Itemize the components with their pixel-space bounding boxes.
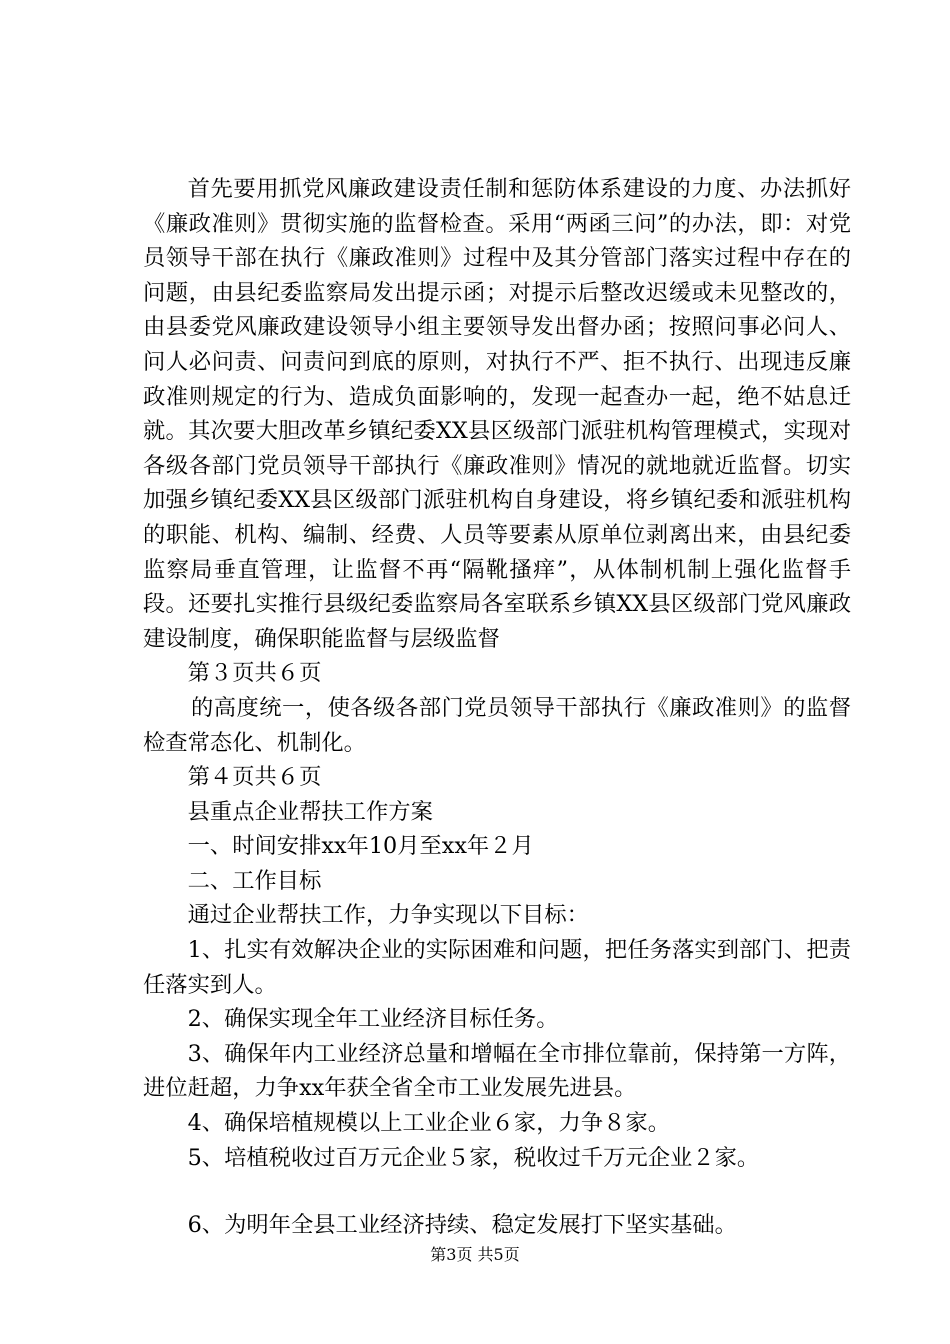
paragraph-supervision: 首先要用抓党风廉政建设责任制和惩防体系建设的力度、办法抓好《廉政准则》贯彻实施的监督检查。采用“两函三问”的办法，即：对党员领导干部在执行《廉政准则》过程中及其分管部门落实过程中存在的问题，由县纪委监察局发出提示函；对提示后整改迟缓或未见整改的，由县委党风廉政建设领导小组主要领导发出督办函；按照问事必问人、问人必问责、问责问到底的原则，对执行不严、拒不执行、出现违反廉政准则规定的行为、造成负面影响的，发现一起查办一起，绝不姑息迁就。其次要大胆改革乡镇纪委XX县区级部门派驻机构管理模式，实现对各级各部门党员领导干部执行《廉政准则》情况的就地就近监督。切实加强乡镇纪委XX县区级部门派驻机构自身建设，将乡镇纪委和派驻机构的职能、机构、编制、经费、人员等要素从原单位剥离出来，由县纪委监察局垂直管理，让监督不再“隔靴搔痒”，从体制机制上强化监督手段。还要扎实推行县级纪委监察局各室联系乡镇XX县区级部门党风廉政建设制度，确保职能监督与层级监督: [143, 176, 851, 652]
page-mark-4-of-6: 第４页共６页: [187, 764, 322, 791]
goal-item-1: 1、扎实有效解决企业的实际困难和问题，把任务落实到部门、把责任落实到人。: [143, 937, 851, 998]
goal-item-3: 3、确保年内工业经济总量和增幅在全市排位靠前，保持第一方阵，进位赶超，力争xx年获全省全市工业发展先进县。: [143, 1040, 851, 1102]
goals-intro: 通过企业帮扶工作，力争实现以下目标：: [187, 902, 589, 929]
plan-title: 县重点企业帮扶工作方案: [187, 798, 433, 825]
goal-item-4: 4、确保培植规模以上工业企业６家，力争８家。: [187, 1110, 671, 1137]
page-footer: 第3页 共5页: [430, 1245, 520, 1264]
section-time-schedule: 一、时间安排xx年10月至xx年２月: [187, 833, 534, 860]
blank-line: [143, 1175, 851, 1208]
document-body: [143, 172, 851, 1243]
page-mark-3-of-6: 第３页共６页: [187, 660, 322, 687]
paragraph-unification: 的高度统一，使各级各部门党员领导干部执行《廉政准则》的监督检查常态化、机制化。: [143, 694, 851, 756]
goal-item-2: 2、确保实现全年工业经济目标任务。: [187, 1006, 559, 1033]
goal-item-6: 6、为明年全县工业经济持续、稳定发展打下坚实基础。: [187, 1212, 737, 1239]
goal-item-5: 5、培植税收过百万元企业５家，税收过千万元企业２家。: [187, 1144, 760, 1171]
section-work-goals: 二、工作目标: [187, 867, 322, 894]
